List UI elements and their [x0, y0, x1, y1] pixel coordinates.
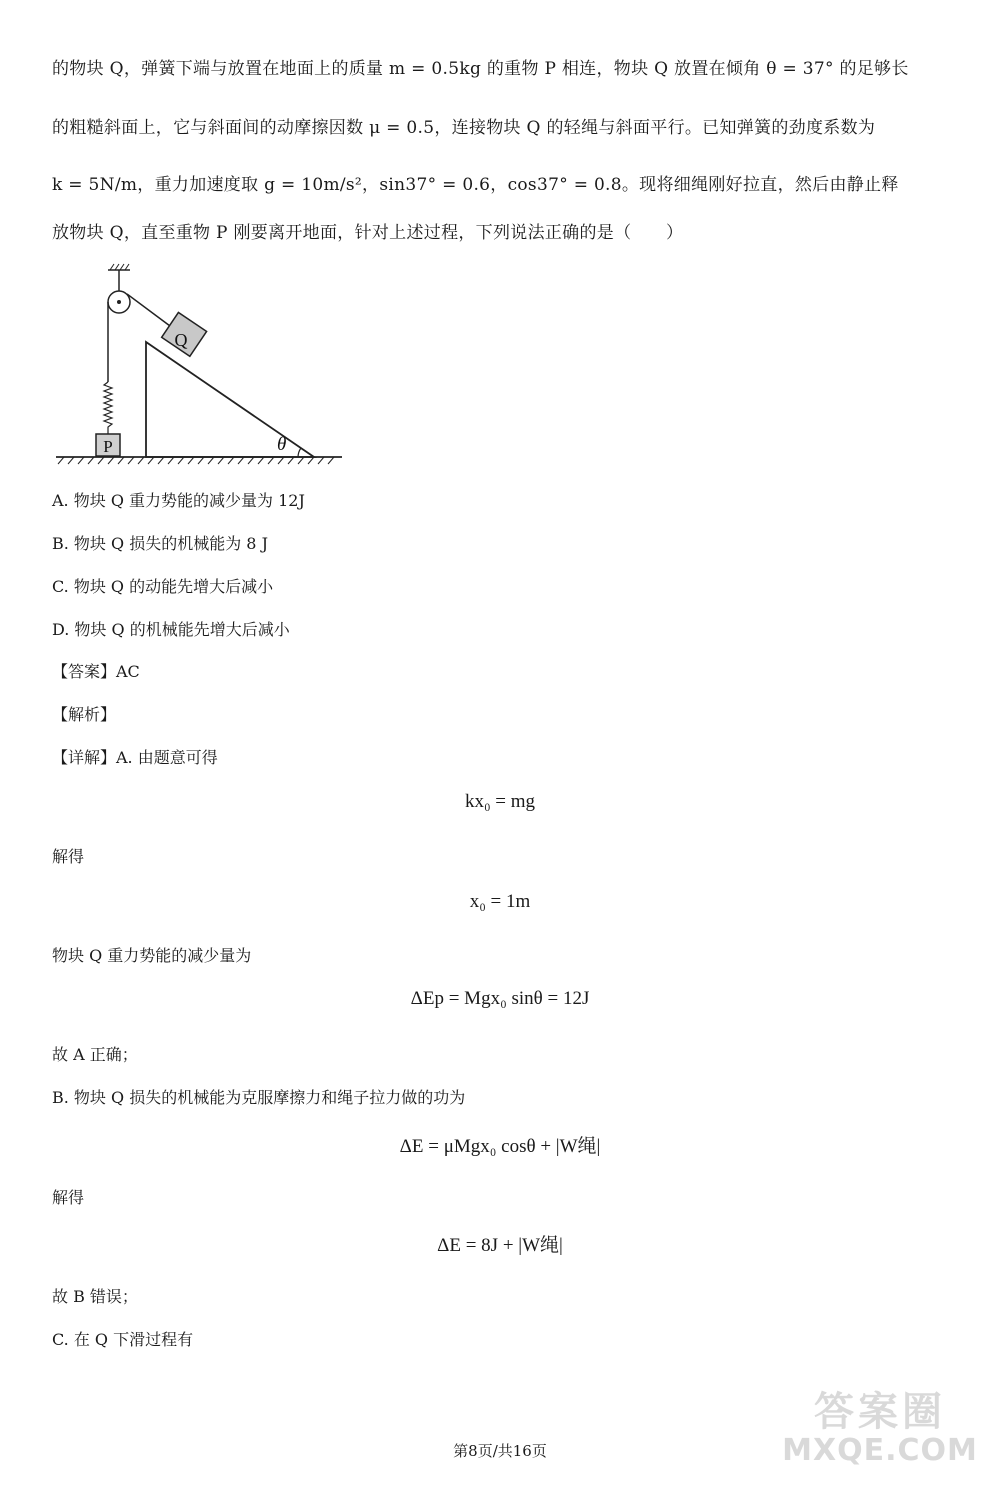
watermark-logo [780, 1390, 980, 1480]
equation-3: ΔEp = Mgx₀ sinθ = 12J [410, 988, 590, 1009]
text-a: 物块 Q 重力势能的减少量为 [52, 946, 252, 965]
conclusion-a: 故 A 正确； [52, 1045, 138, 1064]
question-line-4: 放物块 Q，直至重物 P 刚要离开地面，针对上述过程，下列说法正确的是（ ） [52, 223, 684, 243]
watermark-line-2: MXQE.COM [782, 1433, 978, 1468]
block-q-label: Q [174, 330, 188, 350]
option-a: A. 物块 Q 重力势能的减少量为 12J [52, 491, 305, 510]
angle-label: θ [277, 434, 287, 455]
option-d: D. 物块 Q 的机械能先增大后减小 [52, 620, 290, 639]
answer-line: 【答案】AC [52, 662, 140, 681]
question-line-1: 的物块 Q，弹簧下端与放置在地面上的质量 m = 0.5kg 的重物 P 相连，物块 Q 放置在倾角 θ = 37° 的足够长 [52, 59, 909, 79]
equation-1: kx₀ = mg [464, 791, 536, 812]
analysis-tag: 【解析】 [52, 705, 117, 724]
spring-icon [104, 382, 112, 434]
text-b: B. 物块 Q 损失的机械能为克服摩擦力和绳子拉力做的功为 [52, 1088, 466, 1107]
option-b: B. 物块 Q 损失的机械能为 8 J [52, 534, 268, 553]
physics-figure [52, 262, 352, 472]
jiede-2: 解得 [52, 1188, 85, 1207]
equation-5: ΔE = 8J + |W绳| [437, 1235, 563, 1256]
watermark-line-1: 答案圈 [814, 1389, 946, 1435]
block-p-label: P [103, 437, 113, 456]
conclusion-b: 故 B 错误； [52, 1287, 138, 1306]
detail-intro: 【详解】A. 由题意可得 [52, 748, 218, 767]
equation-4: ΔE = μMgx₀ cosθ + |W绳| [399, 1136, 601, 1157]
jiede-1: 解得 [52, 847, 85, 866]
page-footer: 第8页/共16页 [453, 1442, 547, 1460]
question-line-3: k = 5N/m，重力加速度取 g = 10m/s²，sin37° = 0.6，cos37° = 0.8。现将细绳刚好拉直，然后由静止释 [52, 175, 899, 195]
question-line-2: 的粗糙斜面上，它与斜面间的动摩擦因数 μ = 0.5，连接物块 Q 的轻绳与斜面平行。已知弹簧的劲度系数为 [52, 118, 876, 138]
option-c: C. 物块 Q 的动能先增大后减小 [52, 577, 274, 596]
incline [146, 342, 314, 457]
equation-2: x₀ = 1m [469, 891, 531, 912]
text-c: C. 在 Q 下滑过程有 [52, 1330, 194, 1349]
